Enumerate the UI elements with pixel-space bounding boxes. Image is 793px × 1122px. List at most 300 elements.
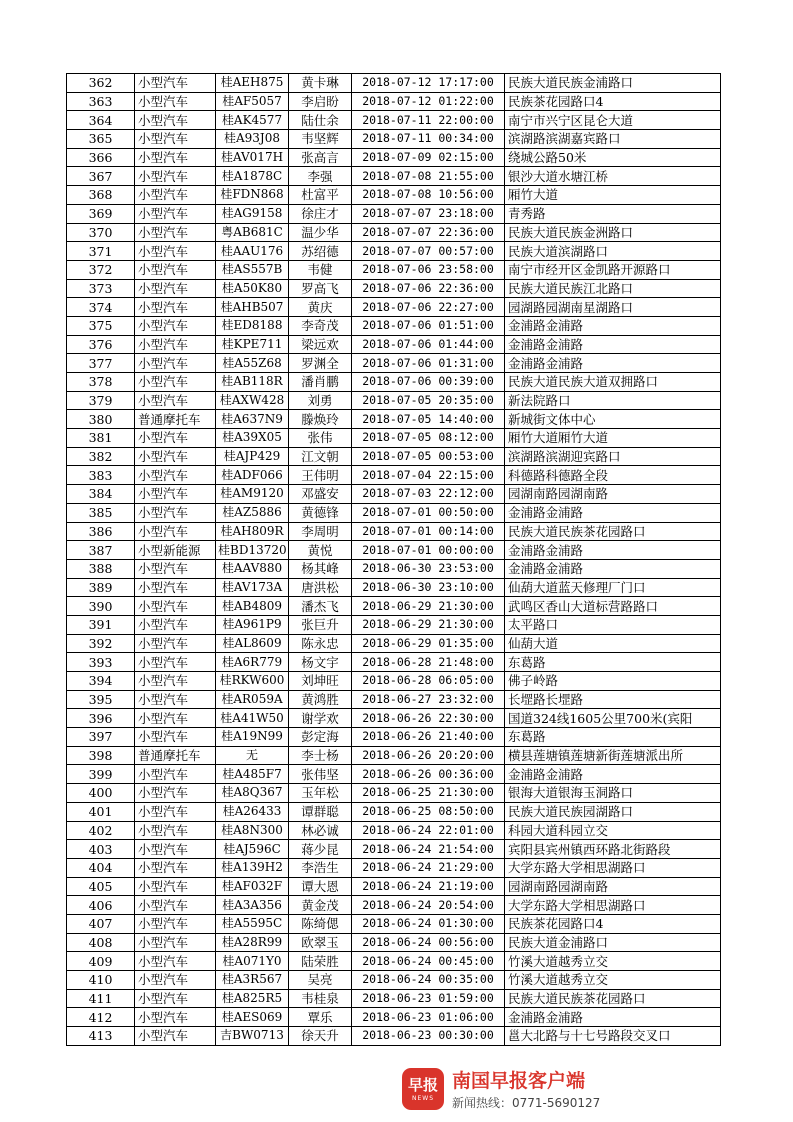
location: 金浦路金浦路 <box>505 541 721 560</box>
plate-number: 桂A637N9 <box>216 410 289 429</box>
vehicle-type: 小型汽车 <box>135 653 216 672</box>
driver-name: 林必诚 <box>289 821 352 840</box>
driver-name: 邓盛安 <box>289 485 352 504</box>
driver-name: 陈绮偲 <box>289 914 352 933</box>
plate-number: 桂AB118R <box>216 373 289 392</box>
violation-time: 2018-06-23 01:59:00 <box>352 989 505 1008</box>
violation-time: 2018-06-24 01:30:00 <box>352 914 505 933</box>
plate-number: 桂AR059A <box>216 690 289 709</box>
table-row <box>67 840 721 859</box>
driver-name: 李浩生 <box>289 858 352 877</box>
table-row <box>67 672 721 691</box>
table-row <box>67 447 721 466</box>
row-index: 376 <box>67 335 135 354</box>
table-row <box>67 354 721 373</box>
row-index: 389 <box>67 578 135 597</box>
row-index: 363 <box>67 92 135 111</box>
vehicle-type: 小型汽车 <box>135 896 216 915</box>
table-row <box>67 765 721 784</box>
driver-name: 杜富平 <box>289 186 352 205</box>
location: 民族大道金浦路口 <box>505 933 721 952</box>
vehicle-type: 小型汽车 <box>135 709 216 728</box>
location: 银海大道银海玉洞路口 <box>505 784 721 803</box>
table-row <box>67 335 721 354</box>
location: 金浦路金浦路 <box>505 354 721 373</box>
row-index: 402 <box>67 821 135 840</box>
table-row <box>67 1027 721 1046</box>
driver-name: 李士杨 <box>289 746 352 765</box>
violation-time: 2018-06-25 21:30:00 <box>352 784 505 803</box>
plate-number: 桂A5595C <box>216 914 289 933</box>
driver-name: 黄卡琳 <box>289 74 352 93</box>
vehicle-type: 小型汽车 <box>135 952 216 971</box>
driver-name: 陆荣胜 <box>289 952 352 971</box>
vehicle-type: 小型汽车 <box>135 335 216 354</box>
location: 金浦路金浦路 <box>505 335 721 354</box>
driver-name: 王伟明 <box>289 466 352 485</box>
table-row <box>67 1008 721 1027</box>
row-index: 366 <box>67 148 135 167</box>
driver-name: 潘肖鹏 <box>289 373 352 392</box>
location: 仙葫大道蓝天修理厂门口 <box>505 578 721 597</box>
table-row <box>67 578 721 597</box>
row-index: 368 <box>67 186 135 205</box>
plate-number: 桂AF5057 <box>216 92 289 111</box>
plate-number: 桂A41W50 <box>216 709 289 728</box>
vehicle-type: 小型汽车 <box>135 204 216 223</box>
violation-time: 2018-07-06 01:51:00 <box>352 316 505 335</box>
location: 园湖南路园湖南路 <box>505 485 721 504</box>
row-index: 400 <box>67 784 135 803</box>
driver-name: 韦健 <box>289 260 352 279</box>
vehicle-type: 小型汽车 <box>135 503 216 522</box>
driver-name: 张高言 <box>289 148 352 167</box>
violation-time: 2018-07-06 22:27:00 <box>352 298 505 317</box>
row-index: 375 <box>67 316 135 335</box>
plate-number: 无 <box>216 746 289 765</box>
vehicle-type: 小型汽车 <box>135 242 216 261</box>
vehicle-type: 小型汽车 <box>135 522 216 541</box>
table-row <box>67 615 721 634</box>
location: 武鸣区香山大道标营路路口 <box>505 597 721 616</box>
row-index: 381 <box>67 429 135 448</box>
location: 科德路科德路全段 <box>505 466 721 485</box>
row-index: 380 <box>67 410 135 429</box>
driver-name: 黄庆 <box>289 298 352 317</box>
violation-time: 2018-06-24 20:54:00 <box>352 896 505 915</box>
table-row <box>67 597 721 616</box>
driver-name: 罗高飞 <box>289 279 352 298</box>
location: 民族大道民族江北路口 <box>505 279 721 298</box>
violation-time: 2018-06-26 20:20:00 <box>352 746 505 765</box>
vehicle-type: 小型汽车 <box>135 447 216 466</box>
table-row <box>67 989 721 1008</box>
table-row <box>67 709 721 728</box>
plate-number: 桂A1878C <box>216 167 289 186</box>
plate-number: 桂AXW428 <box>216 391 289 410</box>
table-row <box>67 74 721 93</box>
plate-number: 桂A3R567 <box>216 971 289 990</box>
footer-branding <box>402 1066 642 1112</box>
location: 宾阳县宾州镇西环路北街路段 <box>505 840 721 859</box>
table-body <box>67 74 721 1046</box>
violation-time: 2018-07-05 00:53:00 <box>352 447 505 466</box>
vehicle-type: 小型汽车 <box>135 429 216 448</box>
vehicle-type: 小型汽车 <box>135 279 216 298</box>
plate-number: 桂FDN868 <box>216 186 289 205</box>
vehicle-type: 小型汽车 <box>135 466 216 485</box>
driver-name: 玉年松 <box>289 784 352 803</box>
newspaper-logo-icon <box>402 1068 444 1110</box>
location: 邕大北路与十七号路段交叉口 <box>505 1027 721 1046</box>
violation-time: 2018-07-12 01:22:00 <box>352 92 505 111</box>
table-row <box>67 559 721 578</box>
table-row <box>67 92 721 111</box>
table-row <box>67 522 721 541</box>
row-index: 367 <box>67 167 135 186</box>
row-index: 395 <box>67 690 135 709</box>
violation-time: 2018-07-06 23:58:00 <box>352 260 505 279</box>
violation-time: 2018-06-23 01:06:00 <box>352 1008 505 1027</box>
driver-name: 刘勇 <box>289 391 352 410</box>
table-row <box>67 933 721 952</box>
driver-name: 彭定海 <box>289 728 352 747</box>
violation-time: 2018-06-26 00:36:00 <box>352 765 505 784</box>
row-index: 403 <box>67 840 135 859</box>
violation-time: 2018-07-05 08:12:00 <box>352 429 505 448</box>
violation-time: 2018-06-29 21:30:00 <box>352 597 505 616</box>
driver-name: 韦桂泉 <box>289 989 352 1008</box>
plate-number: 桂RKW600 <box>216 672 289 691</box>
row-index: 397 <box>67 728 135 747</box>
violation-time: 2018-06-28 21:48:00 <box>352 653 505 672</box>
row-index: 407 <box>67 914 135 933</box>
plate-number: 桂A071Y0 <box>216 952 289 971</box>
vehicle-type: 小型新能源 <box>135 541 216 560</box>
plate-number: 桂A3A356 <box>216 896 289 915</box>
violation-time: 2018-06-30 23:53:00 <box>352 559 505 578</box>
driver-name: 李强 <box>289 167 352 186</box>
row-index: 364 <box>67 111 135 130</box>
vehicle-type: 小型汽车 <box>135 485 216 504</box>
location: 竹溪大道越秀立交 <box>505 952 721 971</box>
vehicle-type: 小型汽车 <box>135 391 216 410</box>
row-index: 378 <box>67 373 135 392</box>
driver-name: 张伟坚 <box>289 765 352 784</box>
vehicle-type: 小型汽车 <box>135 877 216 896</box>
driver-name: 潘杰飞 <box>289 597 352 616</box>
violation-time: 2018-07-09 02:15:00 <box>352 148 505 167</box>
location: 民族大道民族茶花园路口 <box>505 989 721 1008</box>
driver-name: 杨其峰 <box>289 559 352 578</box>
row-index: 371 <box>67 242 135 261</box>
row-index: 390 <box>67 597 135 616</box>
table-row <box>67 690 721 709</box>
plate-number: 桂A93J08 <box>216 130 289 149</box>
location: 民族大道民族园湖路口 <box>505 802 721 821</box>
driver-name: 李启盼 <box>289 92 352 111</box>
vehicle-type: 小型汽车 <box>135 223 216 242</box>
row-index: 391 <box>67 615 135 634</box>
driver-name: 谭大恩 <box>289 877 352 896</box>
violation-time: 2018-06-29 21:30:00 <box>352 615 505 634</box>
table-row <box>67 279 721 298</box>
vehicle-type: 普通摩托车 <box>135 410 216 429</box>
vehicle-type: 小型汽车 <box>135 858 216 877</box>
row-index: 388 <box>67 559 135 578</box>
violation-time: 2018-06-24 00:35:00 <box>352 971 505 990</box>
driver-name: 陈永忠 <box>289 634 352 653</box>
row-index: 398 <box>67 746 135 765</box>
plate-number: 桂A8N300 <box>216 821 289 840</box>
row-index: 377 <box>67 354 135 373</box>
plate-number: 桂AL8609 <box>216 634 289 653</box>
row-index: 394 <box>67 672 135 691</box>
plate-number: 桂A55Z68 <box>216 354 289 373</box>
location: 民族茶花园路口4 <box>505 92 721 111</box>
vehicle-type: 小型汽车 <box>135 316 216 335</box>
row-index: 379 <box>67 391 135 410</box>
plate-number: 桂AK4577 <box>216 111 289 130</box>
location: 滨湖路滨湖嘉宾路口 <box>505 130 721 149</box>
violation-time: 2018-06-24 21:54:00 <box>352 840 505 859</box>
plate-number: 桂A39X05 <box>216 429 289 448</box>
violation-time: 2018-07-06 00:39:00 <box>352 373 505 392</box>
location: 金浦路金浦路 <box>505 503 721 522</box>
plate-number: 桂A28R99 <box>216 933 289 952</box>
row-index: 412 <box>67 1008 135 1027</box>
driver-name: 吴亮 <box>289 971 352 990</box>
vehicle-type: 小型汽车 <box>135 971 216 990</box>
vehicle-type: 小型汽车 <box>135 92 216 111</box>
row-index: 406 <box>67 896 135 915</box>
plate-number: 桂AS557B <box>216 260 289 279</box>
plate-number: 桂AV173A <box>216 578 289 597</box>
plate-number: 桂A825R5 <box>216 989 289 1008</box>
violation-time: 2018-07-04 22:15:00 <box>352 466 505 485</box>
location: 科园大道科园立交 <box>505 821 721 840</box>
driver-name: 徐庄才 <box>289 204 352 223</box>
vehicle-type: 小型汽车 <box>135 914 216 933</box>
location: 太平路口 <box>505 615 721 634</box>
driver-name: 覃乐 <box>289 1008 352 1027</box>
plate-number: 桂A961P9 <box>216 615 289 634</box>
vehicle-type: 小型汽车 <box>135 802 216 821</box>
driver-name: 罗渊全 <box>289 354 352 373</box>
driver-name: 苏绍德 <box>289 242 352 261</box>
violation-time: 2018-07-01 00:00:00 <box>352 541 505 560</box>
vehicle-type: 小型汽车 <box>135 690 216 709</box>
violation-time: 2018-07-08 10:56:00 <box>352 186 505 205</box>
driver-name: 张伟 <box>289 429 352 448</box>
vehicle-type: 小型汽车 <box>135 148 216 167</box>
vehicle-type: 小型汽车 <box>135 615 216 634</box>
vehicle-type: 小型汽车 <box>135 933 216 952</box>
table-row <box>67 896 721 915</box>
table-row <box>67 821 721 840</box>
row-index: 410 <box>67 971 135 990</box>
table-row <box>67 634 721 653</box>
table-row <box>67 111 721 130</box>
plate-number: 桂AH809R <box>216 522 289 541</box>
location: 横县莲塘镇莲塘新街莲塘派出所 <box>505 746 721 765</box>
location: 民族大道民族金浦路口 <box>505 74 721 93</box>
vehicle-type: 小型汽车 <box>135 186 216 205</box>
row-index: 409 <box>67 952 135 971</box>
vehicle-type: 小型汽车 <box>135 765 216 784</box>
row-index: 405 <box>67 877 135 896</box>
violation-time: 2018-06-24 00:45:00 <box>352 952 505 971</box>
location: 民族大道民族大道双拥路口 <box>505 373 721 392</box>
violation-time: 2018-07-07 23:18:00 <box>352 204 505 223</box>
driver-name: 温少华 <box>289 223 352 242</box>
table-row <box>67 260 721 279</box>
location: 厢竹大道 <box>505 186 721 205</box>
location: 青秀路 <box>505 204 721 223</box>
driver-name: 谭群聪 <box>289 802 352 821</box>
location: 金浦路金浦路 <box>505 1008 721 1027</box>
location: 民族茶花园路口4 <box>505 914 721 933</box>
plate-number: 桂AZ5886 <box>216 503 289 522</box>
location: 新城街文体中心 <box>505 410 721 429</box>
location: 国道324线1605公里700米(宾阳 <box>505 709 721 728</box>
vehicle-type: 小型汽车 <box>135 373 216 392</box>
table-row <box>67 653 721 672</box>
plate-number: 桂AG9158 <box>216 204 289 223</box>
plate-number: 桂AM9120 <box>216 485 289 504</box>
location: 南宁市兴宁区昆仑大道 <box>505 111 721 130</box>
row-index: 365 <box>67 130 135 149</box>
location: 园湖路园湖南星湖路口 <box>505 298 721 317</box>
driver-name: 张巨升 <box>289 615 352 634</box>
plate-number: 桂ED8188 <box>216 316 289 335</box>
logo-text: 早报 <box>407 1076 438 1094</box>
driver-name: 刘坤旺 <box>289 672 352 691</box>
violation-time: 2018-07-06 01:44:00 <box>352 335 505 354</box>
vehicle-type: 小型汽车 <box>135 130 216 149</box>
row-index: 393 <box>67 653 135 672</box>
plate-number: 桂KPE711 <box>216 335 289 354</box>
vehicle-type: 小型汽车 <box>135 167 216 186</box>
violation-time: 2018-07-07 22:36:00 <box>352 223 505 242</box>
table-row <box>67 410 721 429</box>
table-row <box>67 728 721 747</box>
row-index: 384 <box>67 485 135 504</box>
table-row <box>67 466 721 485</box>
row-index: 382 <box>67 447 135 466</box>
row-index: 399 <box>67 765 135 784</box>
plate-number: 桂BD13720 <box>216 541 289 560</box>
vehicle-type: 小型汽车 <box>135 784 216 803</box>
violation-time: 2018-07-08 21:55:00 <box>352 167 505 186</box>
plate-number: 桂A19N99 <box>216 728 289 747</box>
plate-number: 桂A50K80 <box>216 279 289 298</box>
location: 南宁市经开区金凯路开源路口 <box>505 260 721 279</box>
violation-time: 2018-06-27 23:32:00 <box>352 690 505 709</box>
table-row <box>67 541 721 560</box>
table-row <box>67 373 721 392</box>
driver-name: 徐天升 <box>289 1027 352 1046</box>
location: 大学东路大学相思湖路口 <box>505 896 721 915</box>
location: 园湖南路园湖南路 <box>505 877 721 896</box>
table-row <box>67 167 721 186</box>
plate-number: 桂ADF066 <box>216 466 289 485</box>
row-index: 404 <box>67 858 135 877</box>
plate-number: 桂AJP429 <box>216 447 289 466</box>
driver-name: 陆仕余 <box>289 111 352 130</box>
table-row <box>67 914 721 933</box>
plate-number: 桂A26433 <box>216 802 289 821</box>
driver-name: 梁远欢 <box>289 335 352 354</box>
table-row <box>67 858 721 877</box>
driver-name: 李周明 <box>289 522 352 541</box>
table-row <box>67 784 721 803</box>
violation-time: 2018-06-23 00:30:00 <box>352 1027 505 1046</box>
violation-table <box>66 73 721 1046</box>
violation-time: 2018-06-24 21:29:00 <box>352 858 505 877</box>
driver-name: 江文朝 <box>289 447 352 466</box>
row-index: 385 <box>67 503 135 522</box>
violation-time: 2018-06-30 23:10:00 <box>352 578 505 597</box>
table-row <box>67 204 721 223</box>
table-row <box>67 186 721 205</box>
plate-number: 桂AV017H <box>216 148 289 167</box>
violation-time: 2018-07-12 17:17:00 <box>352 74 505 93</box>
violation-time: 2018-07-07 00:57:00 <box>352 242 505 261</box>
violation-time: 2018-06-24 21:19:00 <box>352 877 505 896</box>
plate-number: 桂AES069 <box>216 1008 289 1027</box>
vehicle-type: 小型汽车 <box>135 578 216 597</box>
driver-name: 韦坚辉 <box>289 130 352 149</box>
vehicle-type: 小型汽车 <box>135 634 216 653</box>
row-index: 372 <box>67 260 135 279</box>
row-index: 369 <box>67 204 135 223</box>
vehicle-type: 小型汽车 <box>135 74 216 93</box>
violation-time: 2018-07-05 14:40:00 <box>352 410 505 429</box>
driver-name: 杨文宇 <box>289 653 352 672</box>
table-row <box>67 242 721 261</box>
violation-time: 2018-06-24 00:56:00 <box>352 933 505 952</box>
driver-name: 谢学欢 <box>289 709 352 728</box>
plate-number: 桂A6R779 <box>216 653 289 672</box>
row-index: 370 <box>67 223 135 242</box>
plate-number: 桂AF032F <box>216 877 289 896</box>
table-row <box>67 298 721 317</box>
vehicle-type: 小型汽车 <box>135 989 216 1008</box>
vehicle-type: 小型汽车 <box>135 354 216 373</box>
violation-time: 2018-06-25 08:50:00 <box>352 802 505 821</box>
location: 金浦路金浦路 <box>505 559 721 578</box>
vehicle-type: 小型汽车 <box>135 1027 216 1046</box>
vehicle-type: 小型汽车 <box>135 1008 216 1027</box>
location: 金浦路金浦路 <box>505 316 721 335</box>
plate-number: 桂AAV880 <box>216 559 289 578</box>
plate-number: 桂AB4809 <box>216 597 289 616</box>
row-index: 373 <box>67 279 135 298</box>
violation-time: 2018-07-11 00:34:00 <box>352 130 505 149</box>
violation-time: 2018-07-05 20:35:00 <box>352 391 505 410</box>
violation-time: 2018-07-03 22:12:00 <box>352 485 505 504</box>
table-row <box>67 485 721 504</box>
violation-time: 2018-07-06 22:36:00 <box>352 279 505 298</box>
table-row <box>67 391 721 410</box>
location: 民族大道民族茶花园路口 <box>505 522 721 541</box>
plate-number: 粤AB681C <box>216 223 289 242</box>
location: 银沙大道水塘江桥 <box>505 167 721 186</box>
plate-number: 桂A8Q367 <box>216 784 289 803</box>
row-index: 408 <box>67 933 135 952</box>
plate-number: 桂AJ596C <box>216 840 289 859</box>
